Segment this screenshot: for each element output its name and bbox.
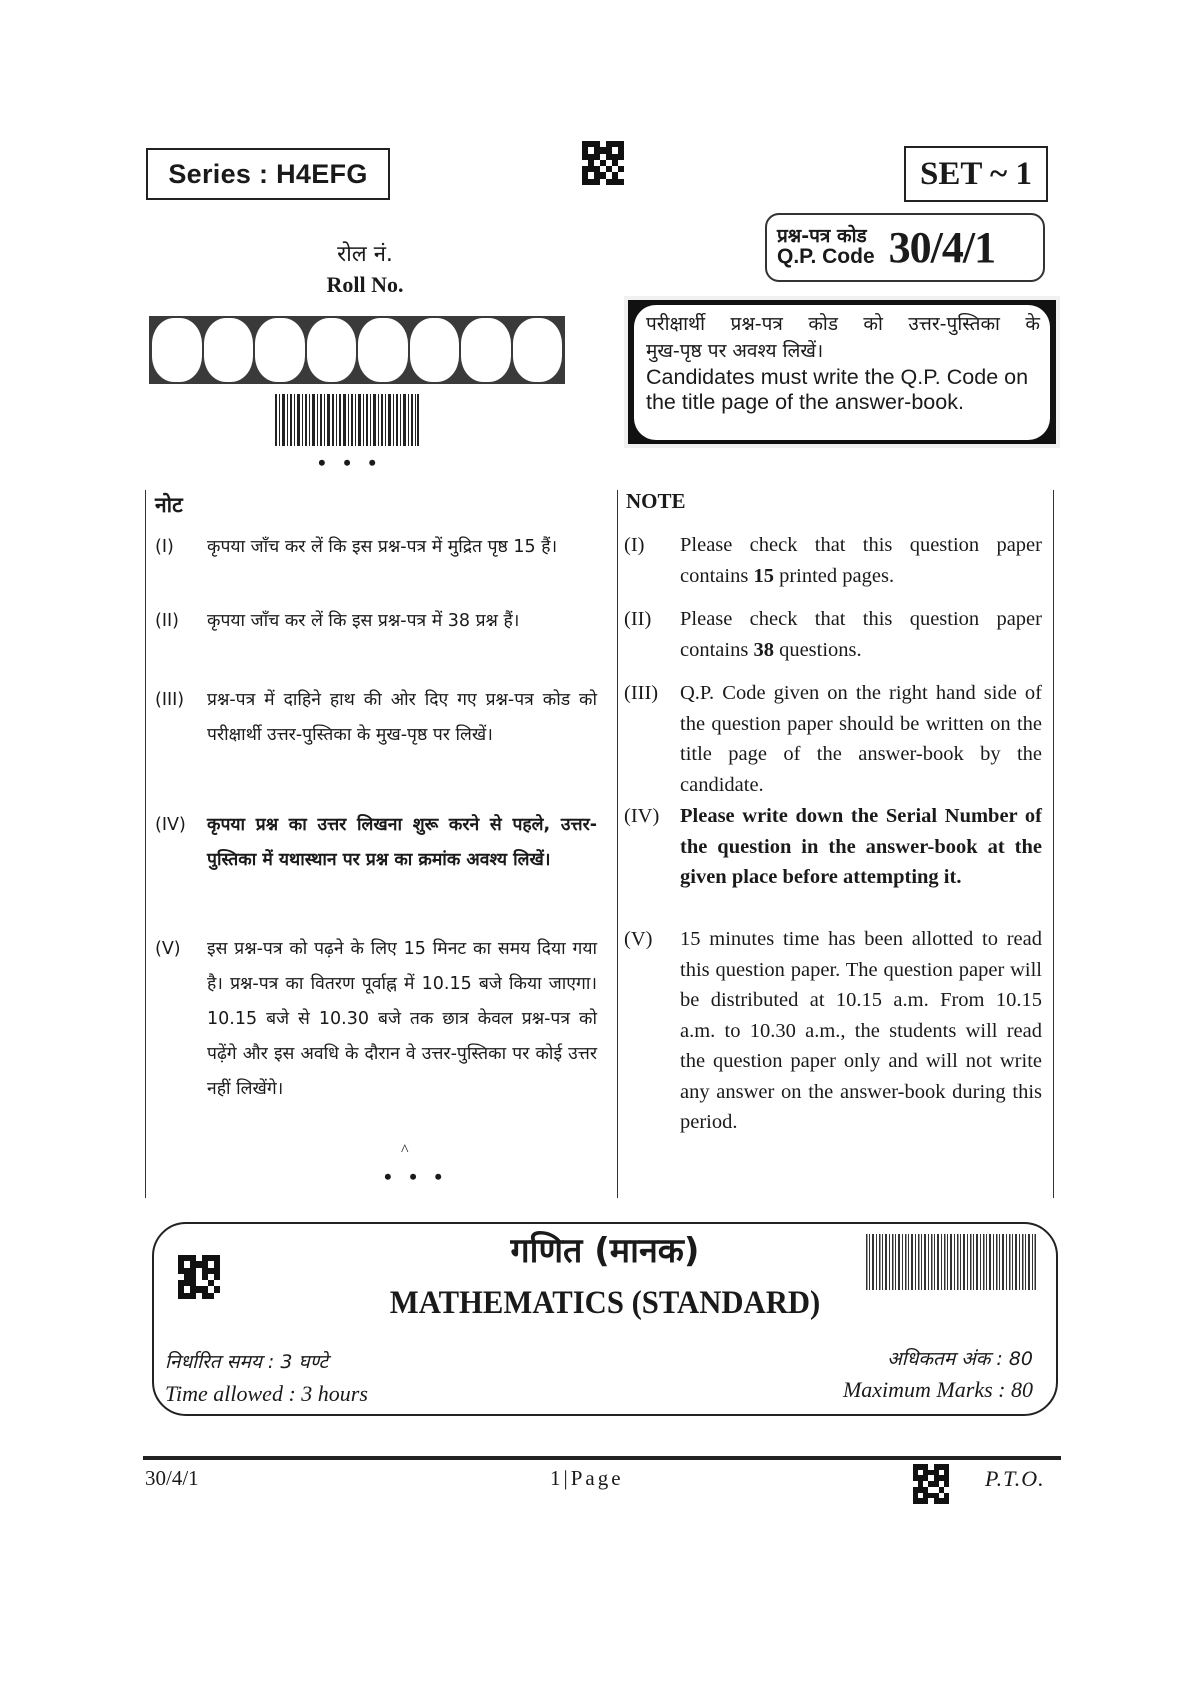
qp-code-label-hindi: प्रश्न-पत्र कोड xyxy=(777,224,867,247)
note-number: (II) xyxy=(155,611,179,631)
note-item-english xyxy=(624,678,1042,800)
note-number: (I) xyxy=(624,534,645,556)
note-text: Please write down the Serial Number of the question in the answer-book at the given place before attempting it. xyxy=(680,805,1042,888)
note-title-hindi: नोट xyxy=(155,493,183,517)
candidate-notice-english: Candidates must write the Q.P. Code on the title page of the answer-book. xyxy=(646,365,1029,414)
note-text: कृपया प्रश्न का उत्तर लिखना शुरू करने से पहले, उत्तर-पुस्तिका में यथास्थान पर प्रश्न का क्रमांक अवश्य लिखें। xyxy=(207,815,597,870)
max-marks-hindi: अधिकतम अंक : 80 xyxy=(887,1348,1033,1370)
note-text: कृपया जाँच कर लें कि इस प्रश्न-पत्र में मुद्रित पृष्ठ 15 हैं। xyxy=(207,537,558,557)
column-divider-middle xyxy=(617,490,618,1198)
note-text: कृपया जाँच कर लें कि इस प्रश्न-पत्र में 38 प्रश्न हैं। xyxy=(207,611,520,631)
qr-code-icon xyxy=(178,1255,220,1299)
roll-no-boxes xyxy=(149,316,565,384)
note-title-english: NOTE xyxy=(626,489,686,513)
note-text: इस प्रश्न-पत्र को पढ़ने के लिए 15 मिनट का समय दिया गया है। प्रश्न-पत्र का वितरण पूर्वाह्न में 10.15 बजे किया जाएगा। 10.15 बजे से 10.30 बजे तक छात्र केवल प्रश्न-पत्र को पढ़ेंगे और इस अवधि के दौरान वे उत्तर-पुस्तिका पर कोई उत्तर नहीं लिखेंगे। xyxy=(207,939,597,1099)
roll-no-digit-box[interactable] xyxy=(152,318,202,382)
note-number: (III) xyxy=(624,682,659,704)
candidate-notice xyxy=(634,305,1050,440)
candidate-notice-hindi-line1: परीक्षार्थी प्रश्न-पत्र कोड को उत्तर-पुस्तिका के xyxy=(646,313,1040,335)
note-item-english xyxy=(624,530,1042,591)
column-divider-left xyxy=(145,490,146,1198)
page-number: 1|Page xyxy=(550,1466,624,1490)
candidate-notice-hindi-line2: मुख-पृष्ठ पर अवश्य लिखें। xyxy=(646,340,824,362)
note-number: (I) xyxy=(155,537,174,557)
note-item-hindi xyxy=(155,604,597,639)
please-turn-over: P.T.O. xyxy=(985,1466,1045,1491)
barcode-icon xyxy=(866,1234,1036,1290)
roll-no-digit-box[interactable] xyxy=(307,318,357,382)
footer-qp-code: 30/4/1 xyxy=(145,1466,199,1490)
note-item-hindi xyxy=(155,530,597,565)
qr-code-icon xyxy=(582,141,624,185)
max-marks: Maximum Marks : 80 xyxy=(842,1377,1033,1402)
note-item-hindi xyxy=(155,932,597,1107)
roll-no-label: Roll No. xyxy=(326,272,404,297)
qp-code-value: 30/4/1 xyxy=(888,223,996,272)
time-allowed: Time allowed : 3 hours xyxy=(165,1381,368,1406)
series-label: Series : H4EFG xyxy=(146,148,390,200)
qr-code-icon xyxy=(913,1464,949,1504)
note-number: (V) xyxy=(155,939,181,959)
subject-title: MATHEMATICS (STANDARD) xyxy=(389,1285,821,1321)
roll-no-digit-box[interactable] xyxy=(410,318,460,382)
roll-no-digit-box[interactable] xyxy=(513,318,563,382)
note-number: (II) xyxy=(624,608,652,630)
note-number: (V) xyxy=(624,928,653,950)
note-text: Q.P. Code given on the right hand side of the question paper should be written on the title page of the answer-book by the candidate. xyxy=(680,682,1042,796)
footer-rule xyxy=(143,1456,1061,1460)
note-text: प्रश्न-पत्र में दाहिने हाथ की ओर दिए गए प्रश्न-पत्र कोड को परीक्षार्थी उत्तर-पुस्तिका के मुख-पृष्ठ पर लिखें। xyxy=(207,690,597,745)
qp-code-label: Q.P. Code xyxy=(777,245,875,269)
roll-no-digit-box[interactable] xyxy=(461,318,511,382)
note-item-english xyxy=(624,924,1042,1138)
note-item-english xyxy=(624,604,1042,665)
set-label: SET ~ 1 xyxy=(904,146,1048,202)
note-item-english xyxy=(624,801,1042,893)
qp-code-box xyxy=(765,213,1045,282)
note-item-hindi xyxy=(155,683,597,753)
end-dots: • • • xyxy=(384,1164,449,1189)
note-number: (IV) xyxy=(624,805,660,827)
note-text: 15 minutes time has been allotted to read this question paper. The question paper will be distributed at 10.15 a.m. From 10.15 a.m. to 10.30 a.m., the students will read the question paper only and will not write any answer on the answer-book during this period. xyxy=(680,928,1042,1133)
roll-no-digit-box[interactable] xyxy=(255,318,305,382)
note-number: (III) xyxy=(155,690,185,710)
note-text: Please check that this question paper contains 38 questions. xyxy=(680,608,1042,661)
note-item-hindi xyxy=(155,808,597,878)
roll-no-label-hindi: रोल नं. xyxy=(337,242,393,267)
subject-title-hindi: गणित (मानक) xyxy=(510,1231,700,1271)
roll-no-digit-box[interactable] xyxy=(358,318,408,382)
time-allowed-hindi: निर्धारित समय : 3 घण्टे xyxy=(165,1351,329,1373)
note-text: Please check that this question paper contains 15 printed pages. xyxy=(680,534,1042,587)
note-number: (IV) xyxy=(155,815,186,835)
caret-mark: ^ xyxy=(401,1142,409,1159)
barcode-icon xyxy=(275,394,419,446)
roll-no-digit-box[interactable] xyxy=(204,318,254,382)
column-divider-right xyxy=(1053,490,1054,1198)
separator-dots: • • • xyxy=(318,450,383,475)
